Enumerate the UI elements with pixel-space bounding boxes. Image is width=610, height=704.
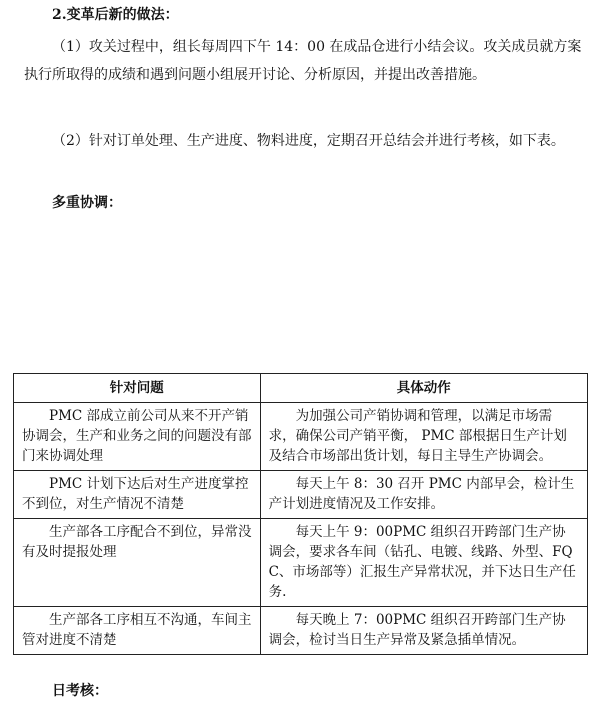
- daily-assessment-title: 日考核：: [52, 683, 108, 699]
- coordination-table: [13, 373, 588, 655]
- table-cell-action: 每天晚上 7：00PMC 组织召开跨部门生产协调会，检讨当日生产异常及紧急插单情况。: [260, 607, 587, 655]
- table-cell-issue: PMC 计划下达后对生产进度掌控不到位，对生产情况不清楚: [14, 471, 261, 519]
- column-header-action: 具体动作: [260, 374, 587, 403]
- table-row: [14, 519, 588, 607]
- table-cell-action: 为加强公司产销协调和管理，以满足市场需求，确保公司产销平衡， PMC 部根据日生产计划及结合市场部出货计划，每日主导生产协调会。: [260, 403, 587, 471]
- section-title: 2.变革后新的做法：: [52, 7, 179, 23]
- paragraph-1: （1）攻关过程中，组长每周四下午 14：00 在成品仓进行小结会议。攻关成员就方案执行所取得的成绩和遇到问题小组展开讨论、分析原因，并提出改善措施。: [24, 39, 582, 83]
- table-header-row: [14, 374, 588, 403]
- table-cell-issue: PMC 部成立前公司从来不开产销协调会，生产和业务之间的问题没有部门来协调处理: [14, 403, 261, 471]
- table-cell-action: 每天上午 9：00PMC 组织召开跨部门生产协调会，要求各车间（钻孔、电镀、线路、外型、FQC、市场部等）汇报生产异常状况，并下达日生产任务.: [260, 519, 587, 607]
- table-row: [14, 471, 588, 519]
- column-header-issue: 针对问题: [14, 374, 261, 403]
- table-cell-action: 每天上午 8：30 召开 PMC 内部早会，检计生产计划进度情况及工作安排。: [260, 471, 587, 519]
- table-row: [14, 403, 588, 471]
- table-row: [14, 607, 588, 655]
- table-cell-issue: 生产部各工序配合不到位，异常没有及时提报处理: [14, 519, 261, 607]
- table-cell-issue: 生产部各工序相互不沟通，车间主管对进度不清楚: [14, 607, 261, 655]
- paragraph-2: （2）针对订单处理、生产进度、物料进度，定期召开总结会并进行考核，如下表。: [52, 133, 565, 149]
- coordination-title: 多重协调：: [52, 195, 122, 211]
